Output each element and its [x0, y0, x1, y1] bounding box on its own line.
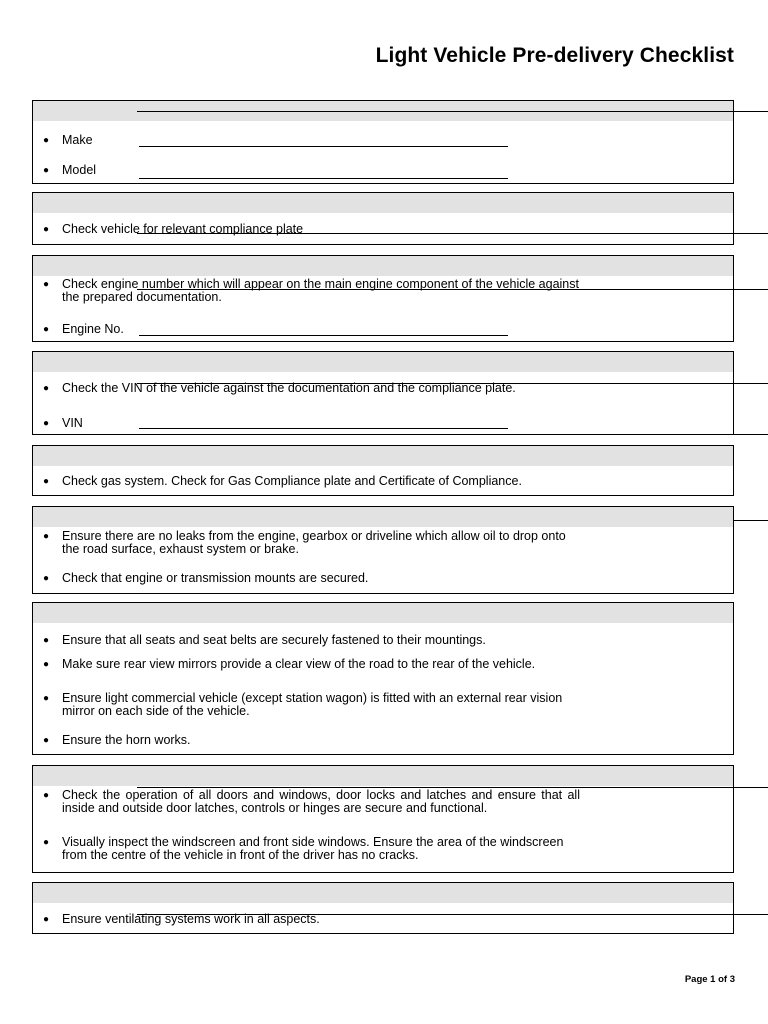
field-label-model: Model	[62, 163, 97, 177]
section-vehicle-identity	[32, 100, 734, 184]
section-header-band	[33, 446, 733, 466]
rule-line	[137, 111, 768, 112]
section-seats-mirrors-horn	[32, 602, 734, 755]
checklist-text: Ensure there are no leaks from the engine, gearbox or driveline which allow oil to drop onto the road surface, exhaust system or brake.	[62, 529, 566, 556]
checklist-text: Check vehicle for relevant compliance plate	[62, 222, 304, 236]
section-engine-number	[32, 255, 734, 342]
bullet-icon: ●	[43, 837, 50, 848]
section-ventilation	[32, 882, 734, 934]
bullet-icon: ●	[43, 693, 50, 704]
bullet-icon: ●	[43, 418, 50, 429]
checklist-text: Ensure light commercial vehicle (except station wagon) is fitted with an external rear vision mirror on each side of the vehicle.	[62, 691, 563, 718]
bullet-icon: ●	[43, 279, 50, 290]
section-header-band	[33, 256, 733, 276]
checklist-text: Check that engine or transmission mounts are secured.	[62, 571, 369, 585]
make-input-line[interactable]	[139, 146, 508, 147]
bullet-icon: ●	[43, 224, 50, 235]
bullet-icon: ●	[43, 914, 50, 925]
checklist-text: Check gas system. Check for Gas Compliance plate and Certificate of Compliance.	[62, 474, 522, 488]
section-header-band	[33, 507, 733, 527]
rule-line	[137, 289, 768, 290]
section-header-band	[33, 603, 733, 623]
rule-line	[137, 914, 768, 915]
section-vin	[32, 351, 734, 435]
page-number: Page 1 of 3	[684, 974, 735, 985]
section-gas-system	[32, 445, 734, 496]
rule-line	[734, 520, 768, 521]
page-title: Light Vehicle Pre-delivery Checklist	[375, 44, 734, 67]
checklist-text: Ensure the horn works.	[62, 733, 191, 747]
section-leaks-mounts	[32, 506, 734, 594]
field-label-make: Make	[62, 133, 93, 147]
section-header-band	[33, 193, 733, 213]
field-label-vin: VIN	[62, 416, 83, 430]
checklist-text: Visually inspect the windscreen and front side windows. Ensure the area of the windscreen from the centre of the vehicle in front of the driver has no cracks.	[62, 835, 564, 862]
section-compliance-plate	[32, 192, 734, 245]
bullet-icon: ●	[43, 635, 50, 646]
bullet-icon: ●	[43, 790, 50, 801]
checklist-text: Ensure that all seats and seat belts are securely fastened to their mountings.	[62, 633, 486, 647]
bullet-icon: ●	[43, 165, 50, 176]
model-input-line[interactable]	[139, 178, 508, 179]
section-header-band	[33, 352, 733, 372]
section-header-band	[33, 766, 733, 786]
bullet-icon: ●	[43, 383, 50, 394]
engine-no-input-line[interactable]	[139, 335, 508, 336]
bullet-icon: ●	[43, 531, 50, 542]
checklist-text: Check engine number which will appear on the main engine component of the vehicle against the prepared documentation.	[62, 277, 579, 304]
bullet-icon: ●	[43, 476, 50, 487]
checklist-text: Check the operation of all doors and windows, door locks and latches and ensure that all inside and outside door latches, controls or hinges are secure and functional.	[62, 788, 580, 815]
field-label-engine-no: Engine No.	[62, 322, 124, 336]
bullet-icon: ●	[43, 324, 50, 335]
bullet-icon: ●	[43, 135, 50, 146]
checklist-text: Ensure ventilating systems work in all aspects.	[62, 912, 320, 926]
checklist-text: Check the VIN of the vehicle against the documentation and the compliance plate.	[62, 381, 516, 395]
rule-line	[137, 383, 768, 384]
bullet-icon: ●	[43, 573, 50, 584]
section-doors-windscreen	[32, 765, 734, 873]
section-header-band	[33, 883, 733, 903]
bullet-icon: ●	[43, 659, 50, 670]
bullet-icon: ●	[43, 735, 50, 746]
rule-line	[137, 787, 768, 788]
rule-line	[137, 233, 768, 234]
vin-input-line[interactable]	[139, 428, 508, 429]
checklist-text: Make sure rear view mirrors provide a clear view of the road to the rear of the vehicle.	[62, 657, 536, 671]
rule-line	[734, 434, 768, 435]
